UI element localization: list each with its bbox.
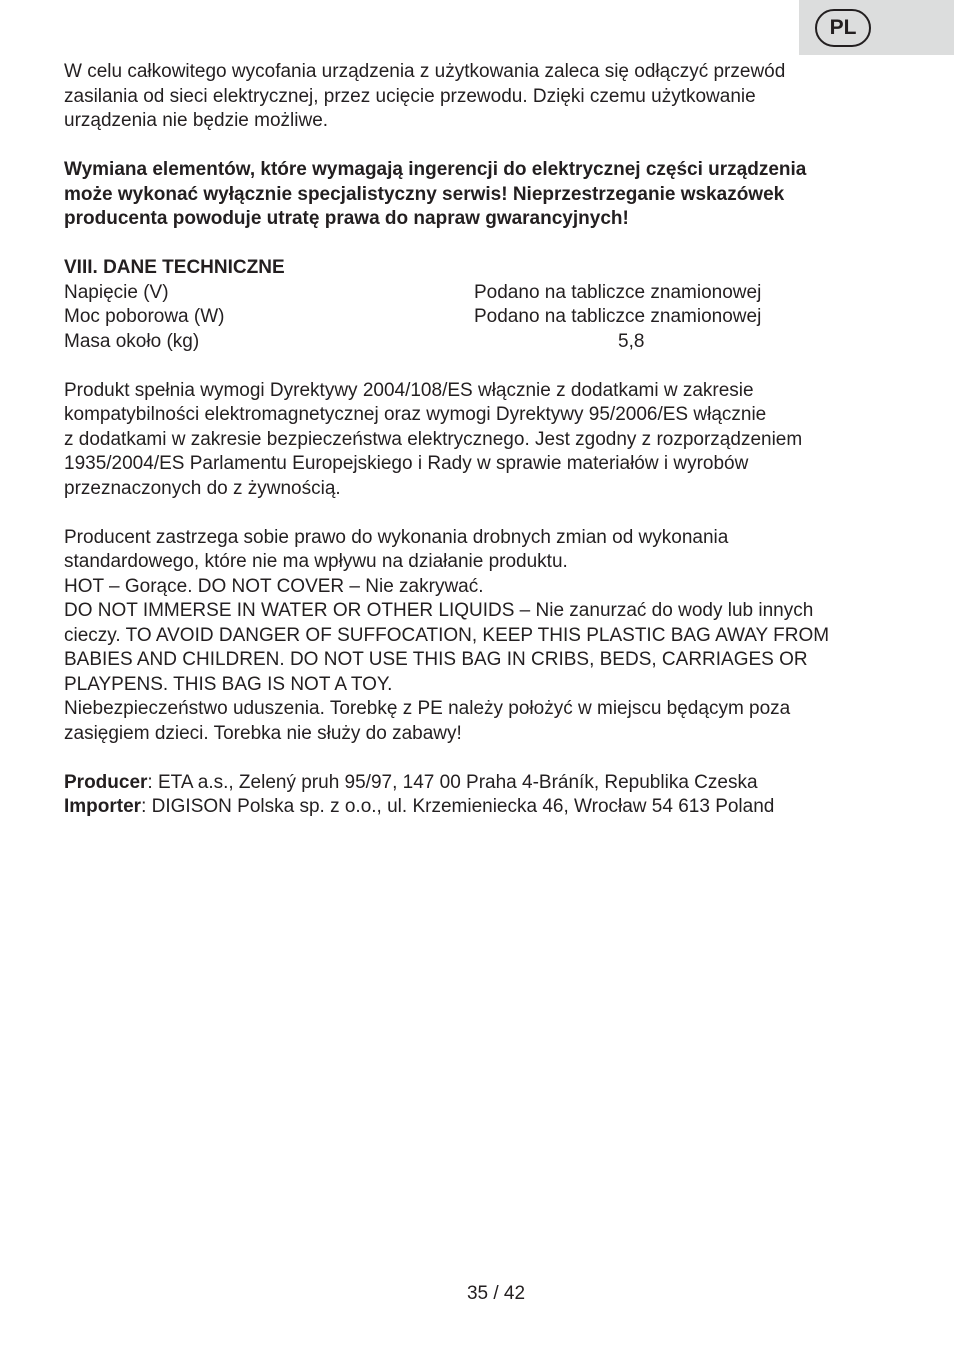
repair-warning	[64, 158, 904, 232]
text-line: BABIES AND CHILDREN. DO NOT USE THIS BAG IN CRIBS, BEDS, CARRIAGES OR	[64, 649, 808, 670]
text-line: standardowego, które nie ma wpływu na działanie produktu.	[64, 551, 568, 572]
producer-label: Producer	[64, 771, 148, 793]
page-content	[64, 60, 904, 820]
spec-label: Napięcie (V)	[64, 281, 169, 303]
spec-row-voltage	[64, 281, 904, 306]
directives-paragraph	[64, 379, 904, 502]
technical-data-section	[64, 256, 904, 354]
text-line: PLAYPENS. THIS BAG IS NOT A TOY.	[64, 673, 393, 695]
language-badge: PL	[815, 9, 871, 47]
disposal-paragraph	[64, 60, 904, 134]
section-heading: VIII. DANE TECHNICZNE	[64, 257, 285, 278]
text-line: może wykonać wyłącznie specjalistyczny serwis! Nieprzestrzeganie wskazówek	[64, 183, 785, 205]
importer-address: : DIGISON Polska sp. z o.o., ul. Krzemieniecka 46, Wrocław 54 613 Poland	[141, 796, 775, 817]
spec-row-weight	[64, 330, 904, 355]
text-line: Produkt spełnia wymogi Dyrektywy 2004/108/ES włącznie z dodatkami w zakresie	[64, 379, 754, 401]
text-line: producenta powoduje utratę prawa do napraw gwarancyjnych!	[64, 208, 629, 229]
producer-line	[64, 771, 904, 796]
text-line: 1935/2004/ES Parlamentu Europejskiego i Rady w sprawie materiałów i wyrobów	[64, 453, 749, 474]
spec-value: 5,8	[618, 330, 645, 352]
spec-label: Masa około (kg)	[64, 330, 200, 352]
safety-notice-paragraph	[64, 526, 904, 747]
text-line: W celu całkowitego wycofania urządzenia z użytkowania zaleca się odłączyć przewód	[64, 61, 786, 82]
producer-address: : ETA a.s., Zelený pruh 95/97, 147 00 Praha 4-Bráník, Republika Czeska	[147, 771, 758, 793]
text-line: zasięgiem dzieci. Torebka nie służy do zabawy!	[64, 722, 462, 744]
text-line: HOT – Gorące. DO NOT COVER – Nie zakrywać.	[64, 575, 484, 597]
text-line: Producent zastrzega sobie prawo do wykonania drobnych zmian od wykonania	[64, 526, 729, 548]
text-line: cieczy. TO AVOID DANGER OF SUFFOCATION, KEEP THIS PLASTIC BAG AWAY FROM	[64, 624, 830, 646]
spec-value: Podano na tabliczce znamionowej	[474, 306, 762, 327]
text-line: zasilania od sieci elektrycznej, przez ucięcie przewodu. Dzięki czemu użytkowanie	[64, 85, 756, 107]
text-line: przeznaczonych do z żywnością.	[64, 477, 341, 499]
language-tab	[799, 0, 954, 55]
text-line: Niebezpieczeństwo uduszenia. Torebkę z PE należy położyć w miejscu będącym poza	[64, 698, 791, 719]
contacts-block	[64, 771, 904, 820]
importer-line	[64, 795, 904, 820]
spec-label: Moc poborowa (W)	[64, 306, 225, 327]
text-line: z dodatkami w zakresie bezpieczeństwa elektrycznego. Jest zgodny z rozporządzeniem	[64, 428, 803, 450]
text-line: urządzenia nie będzie możliwe.	[64, 110, 329, 131]
importer-label: Importer	[64, 796, 142, 817]
text-line: DO NOT IMMERSE IN WATER OR OTHER LIQUIDS – Nie zanurzać do wody lub innych	[64, 600, 814, 621]
spec-value: Podano na tabliczce znamionowej	[474, 281, 762, 303]
text-line: kompatybilności elektromagnetycznej oraz wymogi Dyrektywy 95/2006/ES włącznie	[64, 404, 767, 425]
spec-row-power	[64, 305, 904, 330]
text-line: Wymiana elementów, które wymagają ingerencji do elektrycznej części urządzenia	[64, 159, 807, 180]
page-number: 35 / 42	[466, 1283, 526, 1304]
